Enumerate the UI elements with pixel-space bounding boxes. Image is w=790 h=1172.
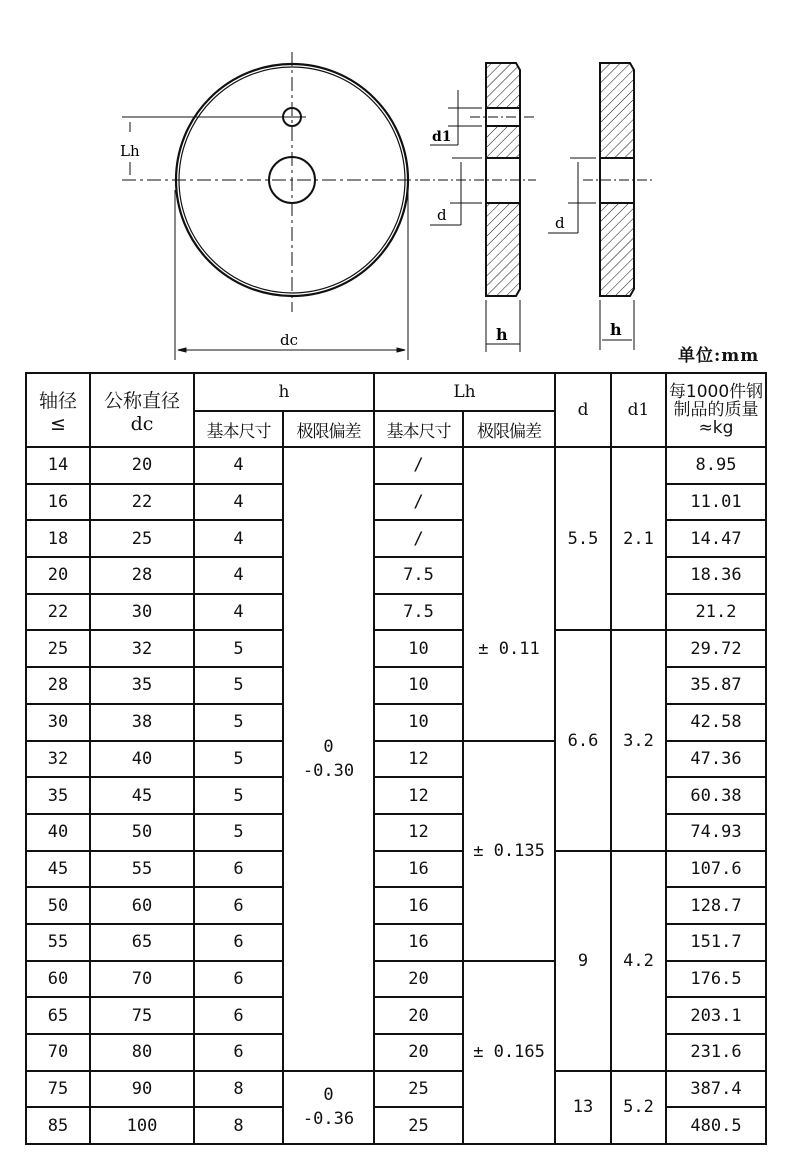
cell-dc: 70	[90, 961, 194, 998]
cell-h: 6	[194, 887, 283, 924]
cell-mass: 35.87	[666, 667, 766, 704]
cell-lh: 16	[374, 924, 463, 961]
header-h: h	[194, 373, 374, 411]
cell-shaft: 35	[26, 777, 90, 814]
lh-dimension-label: Lh	[120, 142, 140, 160]
cell-mass: 60.38	[666, 777, 766, 814]
header-nominal-dia: 公称直径 dc	[90, 373, 194, 447]
dc-dimension-label: dc	[280, 331, 299, 349]
table-row	[26, 851, 766, 888]
cell-shaft: 75	[26, 1071, 90, 1108]
cell-lh: 10	[374, 630, 463, 667]
cell-shaft: 16	[26, 484, 90, 521]
header-shaft-dia: 轴径 ≤	[26, 373, 90, 447]
cell-shaft: 28	[26, 667, 90, 704]
cell-lh: 12	[374, 777, 463, 814]
cell-shaft: 40	[26, 814, 90, 851]
table-row	[26, 630, 766, 667]
section-view-plain	[548, 63, 652, 350]
h-label-2: h	[610, 320, 622, 339]
cell-h: 5	[194, 704, 283, 741]
cell-dc: 25	[90, 520, 194, 557]
cell-mass: 203.1	[666, 997, 766, 1034]
technical-drawing	[0, 0, 790, 365]
cell-shaft: 60	[26, 961, 90, 998]
cell-dc: 80	[90, 1034, 194, 1071]
cell-h: 5	[194, 741, 283, 778]
cell-d-2: 6.6	[555, 630, 611, 850]
cell-dc: 20	[90, 447, 194, 484]
cell-lh: 20	[374, 997, 463, 1034]
cell-h: 6	[194, 997, 283, 1034]
cell-shaft: 32	[26, 741, 90, 778]
cell-h-tol-2: 0 -0.36	[283, 1071, 374, 1144]
cell-mass: 128.7	[666, 887, 766, 924]
header-mass: 每1000件钢 制品的质量 ≈kg	[666, 373, 766, 447]
cell-mass: 42.58	[666, 704, 766, 741]
cell-dc: 90	[90, 1071, 194, 1108]
d-label-2: d	[555, 214, 565, 232]
cell-lh: 20	[374, 961, 463, 998]
cell-shaft: 18	[26, 520, 90, 557]
cell-mass: 14.47	[666, 520, 766, 557]
cell-h: 5	[194, 667, 283, 704]
spec-table	[25, 372, 767, 1145]
cell-d-4: 13	[555, 1071, 611, 1144]
cell-mass: 74.93	[666, 814, 766, 851]
header-d1: d1	[611, 373, 666, 447]
cell-d-3: 9	[555, 851, 611, 1071]
cell-mass: 231.6	[666, 1034, 766, 1071]
d-label-1: d	[437, 206, 447, 224]
cell-shaft: 55	[26, 924, 90, 961]
cell-lh: 25	[374, 1107, 463, 1144]
cell-h: 5	[194, 777, 283, 814]
cell-shaft: 30	[26, 704, 90, 741]
cell-dc: 40	[90, 741, 194, 778]
cell-h: 6	[194, 851, 283, 888]
cell-lh: /	[374, 484, 463, 521]
cell-mass: 11.01	[666, 484, 766, 521]
table-row	[26, 447, 766, 484]
cell-h: 4	[194, 520, 283, 557]
cell-dc: 50	[90, 814, 194, 851]
cell-dc: 55	[90, 851, 194, 888]
cell-shaft: 70	[26, 1034, 90, 1071]
header-lh: Lh	[374, 373, 555, 411]
cell-shaft: 65	[26, 997, 90, 1034]
cell-h: 5	[194, 630, 283, 667]
cell-lh-tol-1: ± 0.11	[463, 447, 555, 741]
cell-dc: 35	[90, 667, 194, 704]
front-view	[122, 52, 425, 360]
cell-lh-tol-2: ± 0.135	[463, 741, 555, 961]
cell-d1-2: 3.2	[611, 630, 666, 850]
cell-lh: /	[374, 520, 463, 557]
cell-mass: 18.36	[666, 557, 766, 594]
cell-dc: 28	[90, 557, 194, 594]
cell-h: 6	[194, 961, 283, 998]
cell-lh: 25	[374, 1071, 463, 1108]
cell-h: 4	[194, 484, 283, 521]
cell-mass: 387.4	[666, 1071, 766, 1108]
cell-mass: 47.36	[666, 741, 766, 778]
header-h-limit: 极限偏差	[283, 411, 374, 447]
table-row	[26, 1071, 766, 1108]
cell-h: 4	[194, 447, 283, 484]
cell-d1-4: 5.2	[611, 1071, 666, 1144]
cell-lh-tol-3: ± 0.165	[463, 961, 555, 1144]
cell-dc: 75	[90, 997, 194, 1034]
cell-mass: 107.6	[666, 851, 766, 888]
cell-shaft: 22	[26, 594, 90, 631]
cell-lh: 10	[374, 667, 463, 704]
header-lh-limit: 极限偏差	[463, 411, 555, 447]
cell-dc: 100	[90, 1107, 194, 1144]
cell-mass: 29.72	[666, 630, 766, 667]
cell-lh: 16	[374, 887, 463, 924]
cell-dc: 32	[90, 630, 194, 667]
cell-mass: 151.7	[666, 924, 766, 961]
cell-h: 6	[194, 924, 283, 961]
header-d: d	[555, 373, 611, 447]
cell-lh: 12	[374, 741, 463, 778]
cell-lh: 7.5	[374, 594, 463, 631]
cell-lh: 16	[374, 851, 463, 888]
d1-label: d1	[432, 129, 452, 145]
cell-d1-3: 4.2	[611, 851, 666, 1071]
cell-shaft: 14	[26, 447, 90, 484]
cell-shaft: 20	[26, 557, 90, 594]
cell-mass: 176.5	[666, 961, 766, 998]
cell-h: 6	[194, 1034, 283, 1071]
cell-h: 8	[194, 1071, 283, 1108]
cell-h-tol-1: 0 -0.30	[283, 447, 374, 1071]
cell-lh: /	[374, 447, 463, 484]
cell-dc: 65	[90, 924, 194, 961]
cell-d-1: 5.5	[555, 447, 611, 630]
cell-shaft: 25	[26, 630, 90, 667]
cell-h: 4	[194, 557, 283, 594]
cell-mass: 21.2	[666, 594, 766, 631]
cell-dc: 60	[90, 887, 194, 924]
cell-lh: 20	[374, 1034, 463, 1071]
h-label-1: h	[496, 325, 508, 344]
cell-dc: 30	[90, 594, 194, 631]
cell-lh: 10	[374, 704, 463, 741]
cell-lh: 12	[374, 814, 463, 851]
cell-lh: 7.5	[374, 557, 463, 594]
cell-shaft: 50	[26, 887, 90, 924]
unit-label: 单位:mm	[678, 346, 760, 366]
cell-mass: 480.5	[666, 1107, 766, 1144]
cell-d1-1: 2.1	[611, 447, 666, 630]
cell-dc: 22	[90, 484, 194, 521]
cell-h: 5	[194, 814, 283, 851]
cell-shaft: 85	[26, 1107, 90, 1144]
cell-h: 8	[194, 1107, 283, 1144]
cell-h: 4	[194, 594, 283, 631]
header-lh-basic: 基本尺寸	[374, 411, 463, 447]
cell-mass: 8.95	[666, 447, 766, 484]
header-h-basic: 基本尺寸	[194, 411, 283, 447]
cell-shaft: 45	[26, 851, 90, 888]
cell-dc: 45	[90, 777, 194, 814]
cell-dc: 38	[90, 704, 194, 741]
